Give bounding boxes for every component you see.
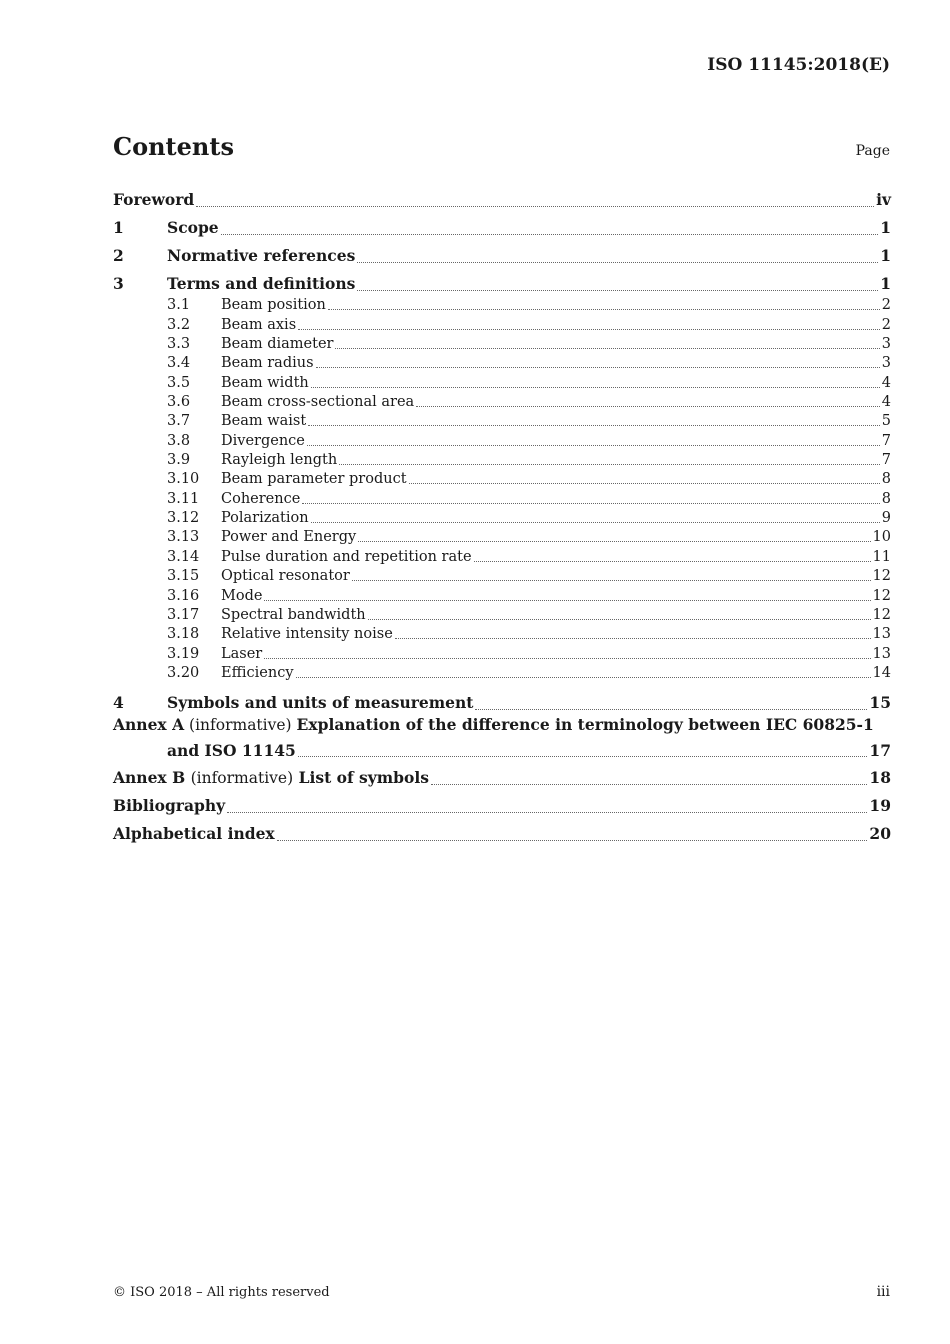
toc-subentry[interactable] bbox=[113, 567, 891, 586]
toc-subentry[interactable] bbox=[113, 412, 891, 431]
toc-label: Optical resonator bbox=[221, 568, 350, 585]
annex-type: (informative) bbox=[189, 715, 292, 734]
toc-label: Scope bbox=[167, 218, 219, 237]
dot-leader bbox=[311, 387, 880, 388]
toc-number: 3.1 bbox=[167, 297, 191, 314]
toc-subentry[interactable] bbox=[113, 606, 891, 625]
dot-leader bbox=[431, 784, 867, 785]
toc-page: 13 bbox=[872, 626, 891, 643]
toc-label: Power and Energy bbox=[221, 529, 357, 546]
toc-page: 7 bbox=[881, 452, 891, 469]
toc-number: 3.18 bbox=[167, 626, 200, 643]
dot-leader bbox=[357, 262, 878, 263]
toc-number: 3.14 bbox=[167, 548, 200, 565]
toc-subentry[interactable] bbox=[113, 296, 891, 315]
toc-page: 17 bbox=[869, 740, 891, 760]
toc-page: 2 bbox=[881, 297, 891, 314]
toc-subentry[interactable] bbox=[113, 528, 891, 547]
toc-label: Beam cross-sectional area bbox=[221, 394, 415, 411]
dot-leader bbox=[358, 541, 870, 542]
toc-subentry[interactable] bbox=[113, 625, 891, 644]
toc-subentry[interactable] bbox=[113, 393, 891, 412]
dot-leader bbox=[352, 580, 871, 581]
toc-entry-bibliography[interactable] bbox=[113, 790, 891, 818]
dot-leader bbox=[227, 812, 867, 813]
toc-page: iv bbox=[876, 190, 891, 209]
dot-leader bbox=[264, 600, 870, 601]
toc-page: 2 bbox=[881, 316, 891, 333]
toc-number: 2 bbox=[113, 246, 124, 265]
toc-number: 1 bbox=[113, 218, 124, 237]
toc-label: Alphabetical index bbox=[113, 823, 275, 843]
toc-subentry[interactable] bbox=[113, 335, 891, 354]
toc-page: 5 bbox=[881, 413, 891, 430]
annex-a-first-line bbox=[113, 715, 891, 734]
page-title: Contents bbox=[113, 132, 234, 161]
annex-prefix: Annex A bbox=[113, 714, 185, 734]
toc-entry-alphabetical-index[interactable] bbox=[113, 818, 891, 846]
toc-number: 3.6 bbox=[167, 394, 191, 411]
dot-leader bbox=[475, 709, 867, 710]
toc-number: 3.5 bbox=[167, 374, 191, 391]
dot-leader bbox=[296, 677, 871, 678]
toc-subentry[interactable] bbox=[113, 354, 891, 373]
dot-leader bbox=[335, 348, 879, 349]
toc-page: 4 bbox=[881, 374, 891, 391]
toc-label: Symbols and units of measurement bbox=[167, 692, 474, 712]
page-column-label: Page bbox=[855, 143, 890, 159]
toc-label: Beam waist bbox=[221, 413, 307, 430]
toc-label: Beam position bbox=[221, 297, 326, 314]
toc-subentry[interactable] bbox=[113, 664, 891, 683]
toc-label: Beam width bbox=[221, 374, 309, 391]
document-id: ISO 11145:2018(E) bbox=[707, 55, 890, 75]
toc-entry-annex-a[interactable] bbox=[113, 715, 891, 762]
toc-page: 3 bbox=[881, 336, 891, 353]
toc-label: Divergence bbox=[221, 432, 305, 449]
toc-page: 1 bbox=[880, 246, 891, 265]
dot-leader bbox=[308, 425, 880, 426]
toc-label: Mode bbox=[221, 587, 263, 604]
toc-label: Beam diameter bbox=[221, 336, 334, 353]
toc-entry-normative-references[interactable] bbox=[113, 240, 891, 268]
dot-leader bbox=[307, 445, 880, 446]
dot-leader bbox=[416, 406, 880, 407]
toc-number: 3.2 bbox=[167, 316, 191, 333]
toc-subentry[interactable] bbox=[113, 644, 891, 663]
toc-page: 4 bbox=[881, 394, 891, 411]
toc-label bbox=[113, 766, 429, 790]
annex-type: (informative) bbox=[190, 768, 294, 787]
toc-subentry[interactable] bbox=[113, 586, 891, 605]
toc-entry-symbols[interactable] bbox=[113, 687, 891, 715]
toc-number: 3.16 bbox=[167, 587, 200, 604]
footer-page-number: iii bbox=[876, 1284, 890, 1300]
dot-leader bbox=[221, 234, 879, 235]
toc-label: Polarization bbox=[221, 510, 309, 527]
toc-label: Terms and definitions bbox=[167, 274, 356, 293]
toc-label: Pulse duration and repetition rate bbox=[221, 548, 472, 565]
toc-page: 7 bbox=[881, 432, 891, 449]
toc-number: 3.4 bbox=[167, 355, 191, 372]
toc-number: 4 bbox=[113, 692, 124, 712]
toc-page: 14 bbox=[872, 664, 891, 681]
dot-leader bbox=[409, 483, 880, 484]
dot-leader bbox=[196, 206, 874, 207]
toc-entry-foreword[interactable] bbox=[113, 184, 891, 212]
toc-entry-scope[interactable] bbox=[113, 212, 891, 240]
toc-page: 18 bbox=[869, 767, 891, 787]
toc-label: Efficiency bbox=[221, 664, 294, 681]
toc-entry-terms-and-definitions[interactable] bbox=[113, 268, 891, 296]
toc-page: 1 bbox=[880, 274, 891, 293]
toc-label: Foreword bbox=[113, 190, 195, 209]
annex-title: Explanation of the difference in terminology between IEC 60825-1 bbox=[296, 714, 874, 734]
toc-number: 3.19 bbox=[167, 645, 200, 662]
toc-number: 3.20 bbox=[167, 664, 200, 681]
dot-leader bbox=[264, 658, 870, 659]
toc-subentry[interactable] bbox=[113, 509, 891, 528]
dot-leader bbox=[395, 638, 871, 639]
toc-number: 3.9 bbox=[167, 452, 191, 469]
toc-number: 3 bbox=[113, 274, 124, 293]
toc-label: Beam radius bbox=[221, 355, 314, 372]
toc-label: Beam parameter product bbox=[221, 471, 407, 488]
toc-page: 10 bbox=[872, 529, 891, 546]
dot-leader bbox=[311, 522, 880, 523]
toc-page: 12 bbox=[872, 606, 891, 623]
toc-subentry[interactable] bbox=[113, 431, 891, 450]
footer-copyright: © ISO 2018 – All rights reserved bbox=[113, 1285, 330, 1300]
toc-number: 3.3 bbox=[167, 336, 191, 353]
toc-page: 8 bbox=[881, 471, 891, 488]
toc-label: Coherence bbox=[221, 490, 301, 507]
toc-page: 20 bbox=[869, 823, 891, 843]
toc-label: Rayleigh length bbox=[221, 452, 338, 469]
toc-number: 3.17 bbox=[167, 606, 200, 623]
dot-leader bbox=[357, 290, 878, 291]
toc-page: 13 bbox=[872, 645, 891, 662]
toc-number: 3.8 bbox=[167, 432, 191, 449]
dot-leader bbox=[474, 561, 871, 562]
dot-leader bbox=[298, 756, 868, 757]
toc-page: 11 bbox=[872, 548, 891, 565]
toc-page: 1 bbox=[880, 218, 891, 237]
dot-leader bbox=[368, 619, 871, 620]
dot-leader bbox=[328, 309, 880, 310]
toc-number: 3.10 bbox=[167, 471, 200, 488]
toc-subentry[interactable] bbox=[113, 489, 891, 508]
toc-label: Spectral bandwidth bbox=[221, 606, 366, 623]
toc-subentry[interactable] bbox=[113, 373, 891, 392]
toc-subentry[interactable] bbox=[113, 470, 891, 489]
dot-leader bbox=[316, 367, 880, 368]
toc-page: 12 bbox=[872, 587, 891, 604]
toc-number: 3.7 bbox=[167, 413, 191, 430]
dot-leader bbox=[339, 464, 880, 465]
toc-entry-annex-b[interactable] bbox=[113, 762, 891, 790]
toc-page: 15 bbox=[869, 692, 891, 712]
table-of-contents bbox=[113, 184, 891, 846]
toc-page: 3 bbox=[881, 355, 891, 372]
annex-prefix: Annex B bbox=[113, 767, 186, 787]
toc-label: Beam axis bbox=[221, 316, 297, 333]
toc-page: 8 bbox=[881, 490, 891, 507]
annex-a-second-line bbox=[113, 734, 891, 762]
toc-page: 12 bbox=[872, 568, 891, 585]
dot-leader bbox=[302, 503, 879, 504]
toc-label: Laser bbox=[221, 645, 263, 662]
dot-leader bbox=[277, 840, 868, 841]
toc-number: 3.11 bbox=[167, 490, 200, 507]
toc-number: 3.12 bbox=[167, 510, 200, 527]
annex-title-continued: and ISO 11145 bbox=[167, 740, 296, 760]
toc-label: Normative references bbox=[167, 246, 356, 265]
toc-subentry[interactable] bbox=[113, 315, 891, 334]
toc-page: 9 bbox=[881, 510, 891, 527]
toc-label: Relative intensity noise bbox=[221, 626, 393, 643]
dot-leader bbox=[298, 329, 880, 330]
toc-subentry[interactable] bbox=[113, 451, 891, 470]
toc-number: 3.15 bbox=[167, 568, 200, 585]
toc-number: 3.13 bbox=[167, 529, 200, 546]
toc-subentry[interactable] bbox=[113, 547, 891, 566]
toc-label: Bibliography bbox=[113, 795, 226, 815]
toc-page: 19 bbox=[869, 795, 891, 815]
annex-title: List of symbols bbox=[298, 767, 429, 787]
